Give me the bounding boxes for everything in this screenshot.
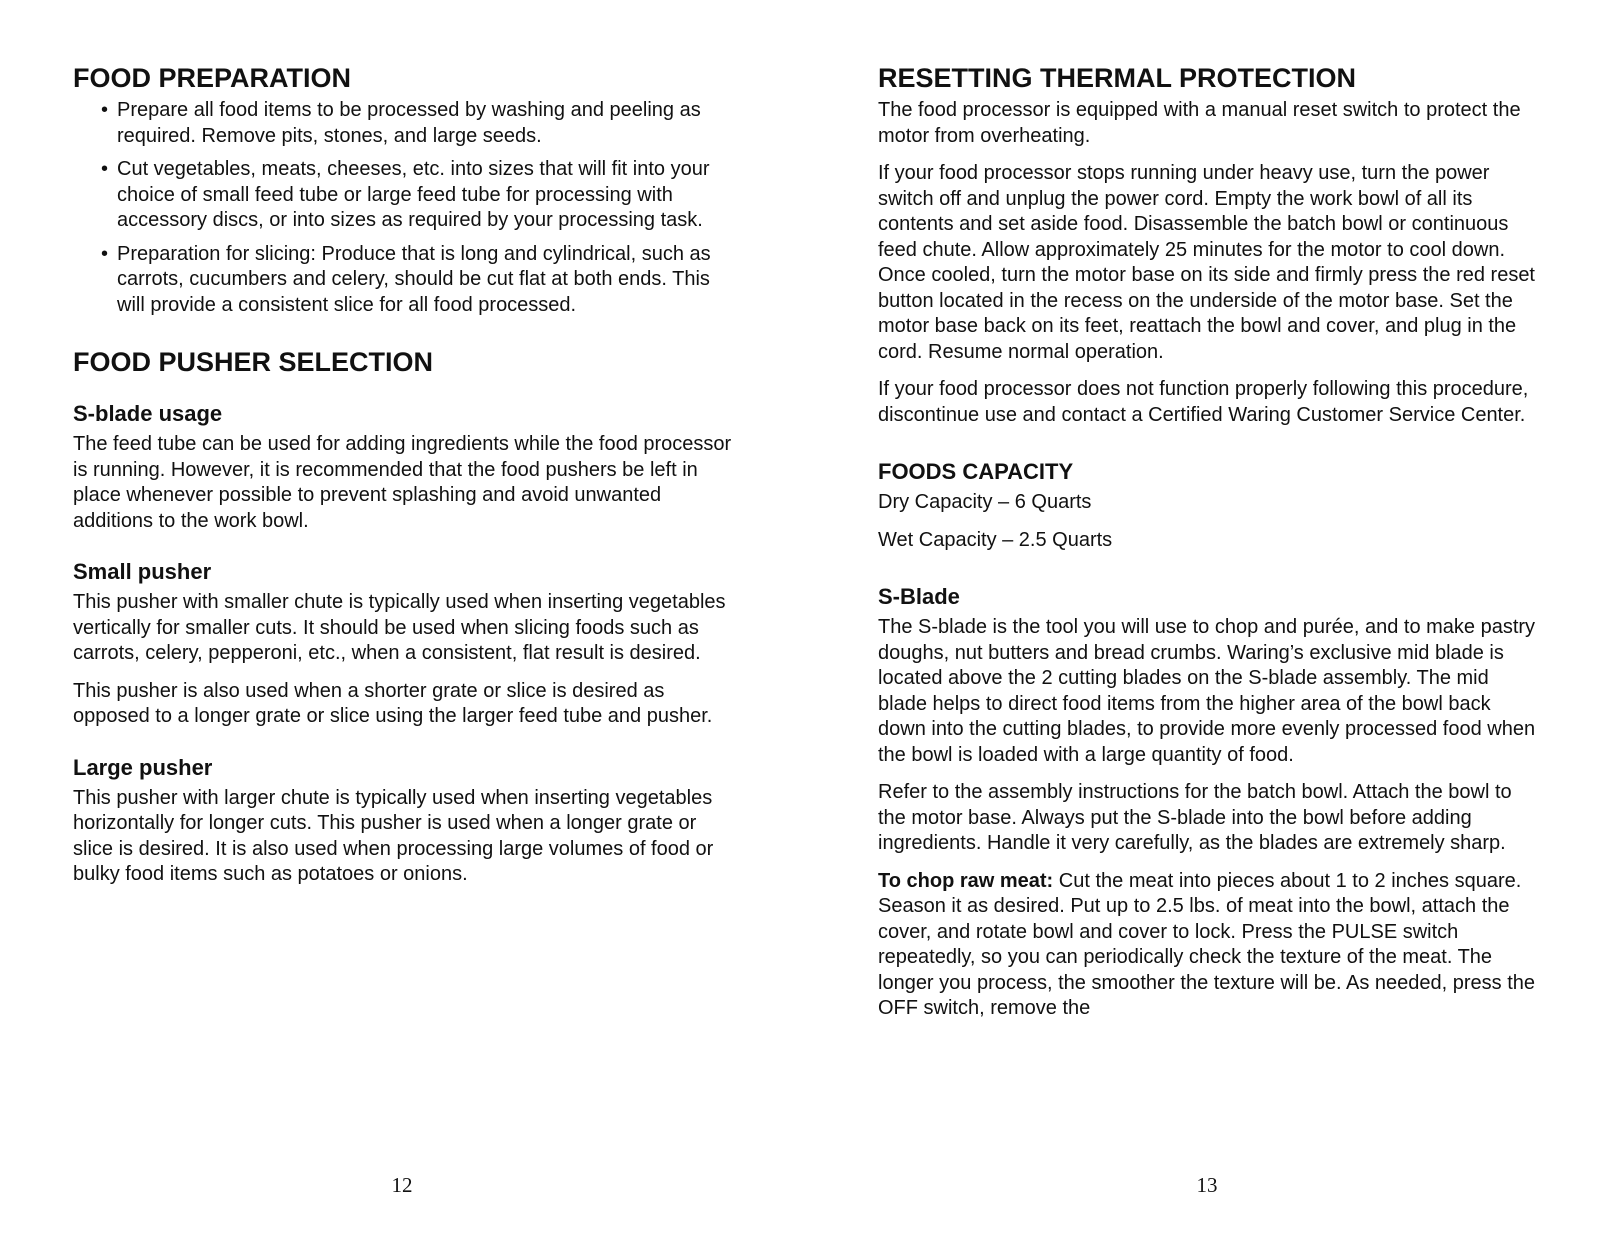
s-blade-usage-heading: S-blade usage bbox=[73, 401, 223, 426]
list-item: • Cut vegetables, meats, cheeses, etc. into sizes that will fit into your choice of small feed tube or large feed tube for processing with accessory discs, or into sizes as required by your processing task. bbox=[101, 157, 733, 234]
wet-capacity: Wet Capacity – 2.5 Quarts bbox=[878, 528, 1113, 551]
food-preparation-list bbox=[73, 98, 733, 318]
raw-meat-paragraph bbox=[878, 869, 1540, 1022]
dry-capacity: Dry Capacity – 6 Quarts bbox=[878, 491, 1092, 513]
left-page bbox=[73, 62, 733, 900]
large-pusher-paragraph: This pusher with larger chute is typically used when inserting vegetables horizontally for longer cuts. This pusher is used when a longer grate or slice is desired. It is also used when processing large volumes of food or bulky food items such as potatoes or onions. bbox=[73, 786, 714, 885]
thermal-protection-heading: RESETTING THERMAL PROTECTION bbox=[878, 63, 1357, 93]
raw-meat-label: To chop raw meat: bbox=[878, 869, 1054, 892]
thermal-protection-paragraph-2: If your food processor stops running under heavy use, turn the power switch off and unplug the power cord. Empty the work bowl of all its contents and set aside food. Disassemble the batch bowl or continuous feed chute. Allow approximately 25 minutes for the motor to cool down. Once cooled, turn the motor base on its side and firmly press the red reset button located in the recess on the underside of the motor base. Set the motor base back on its feet, reattach the bowl and cover, and plug in the cord. Resume normal operation. bbox=[878, 162, 1535, 363]
food-preparation-heading: FOOD PREPARATION bbox=[73, 63, 352, 93]
s-blade-paragraph-1: The S-blade is the tool you will use to chop and purée, and to make pastry doughs, nut butters and bread crumbs. Waring’s exclusive mid blade is located above the 2 cutting blades on the S-blade assembly. The mid blade helps to direct food items from the higher area of the bowl back down into the cutting blades, to provide more evenly processed food when the bowl is loaded with a large quantity of food. bbox=[878, 616, 1536, 766]
s-blade-usage-paragraph: The feed tube can be used for adding ingredients while the food processor is running. However, it is recommended that the food pushers be left in place whenever possible to prevent splashing and avoid unwanted additions to the work bowl. bbox=[73, 433, 732, 532]
thermal-protection-paragraph-3: If your food processor does not function properly following this procedure, discontinue use and contact a Certified Waring Customer Service Center. bbox=[878, 378, 1529, 426]
small-pusher-paragraph-2: This pusher is also used when a shorter grate or slice is desired as opposed to a longer grate or slice using the larger feed tube and pusher. bbox=[73, 679, 713, 727]
raw-meat-text: Cut the meat into pieces about 1 to 2 inches square. Season it as desired. Put up to 2.5 lbs. of meat into the bowl, attach the cover, and rotate bowl and cover to lock. Press the PULSE switch repeatedly, so you can periodically check the texture of the meat. The longer you process, the smoother the texture will be. As needed, press the OFF switch, remove the bbox=[878, 869, 1536, 1019]
foods-capacity-heading: FOODS CAPACITY bbox=[878, 459, 1074, 484]
s-blade-paragraph-2: Refer to the assembly instructions for the batch bowl. Attach the bowl to the motor base. Always put the S-blade into the bowl before adding ingredients. Handle it very carefully, as the blades are extremely sharp. bbox=[878, 781, 1512, 854]
thermal-protection-paragraph-1: The food processor is equipped with a manual reset switch to protect the motor from overheating. bbox=[878, 99, 1521, 147]
large-pusher-heading: Large pusher bbox=[73, 754, 213, 780]
list-item: • Preparation for slicing: Produce that is long and cylindrical, such as carrots, cucumbers and celery, should be cut flat at both ends. This will provide a consistent slice for all food processed. bbox=[101, 242, 733, 319]
list-item: • Prepare all food items to be processed by washing and peeling as required. Remove pits, stones, and large seeds. bbox=[101, 98, 733, 149]
small-pusher-heading: Small pusher bbox=[73, 559, 212, 584]
page-number-right: 13 bbox=[1196, 1173, 1218, 1197]
small-pusher-paragraph-1: This pusher with smaller chute is typically used when inserting vegetables vertically for smaller cuts. It should be used when slicing foods such as carrots, celery, pepperoni, etc., when a consistent, flat result is desired. bbox=[73, 591, 726, 664]
right-page bbox=[878, 62, 1540, 1034]
food-pusher-selection-heading: FOOD PUSHER SELECTION bbox=[73, 347, 434, 377]
page-number-left: 12 bbox=[391, 1173, 413, 1197]
s-blade-heading: S-Blade bbox=[878, 584, 960, 609]
